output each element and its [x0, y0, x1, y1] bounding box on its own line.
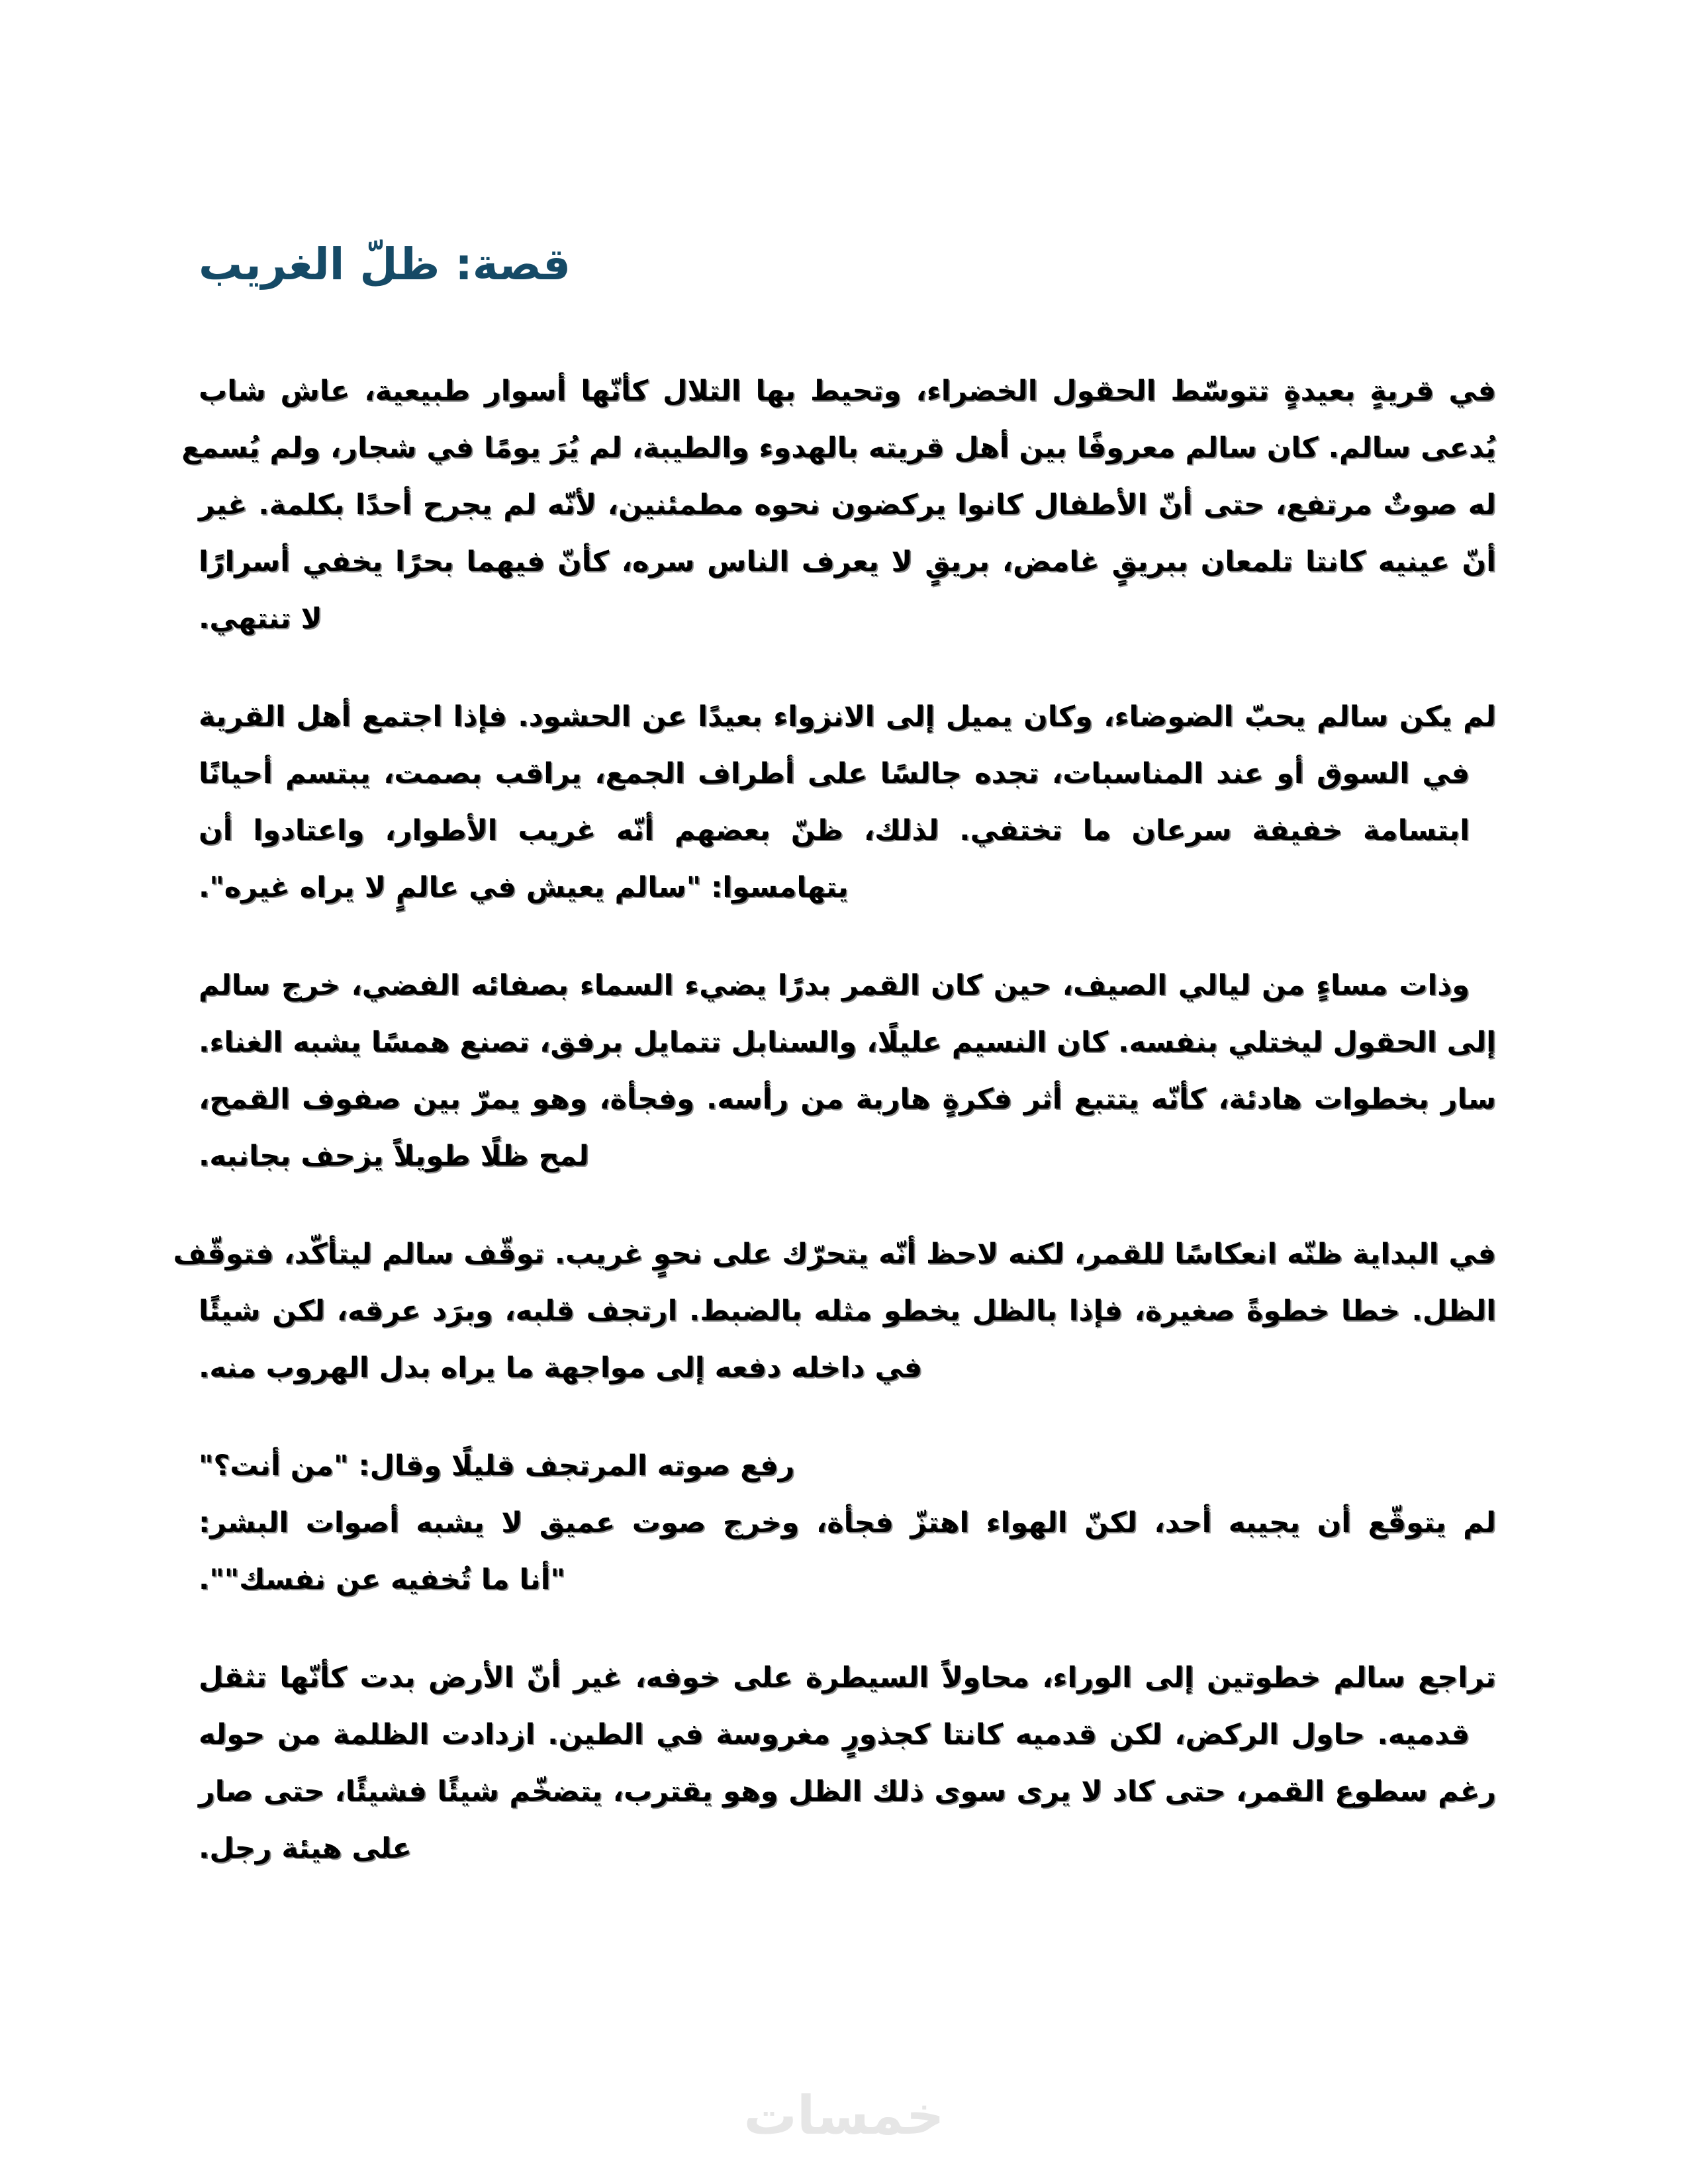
paragraph-line: أنّ عينيه كانتا تلمعان ببريقٍ غامض، بريقٍ لا يعرف الناس سره، كأنّ فيهما بحرًا يخفي أسرارًا	[199, 545, 1496, 578]
paragraph-line: رفع صوته المرتجف قليلًا وقال: "من أنت؟"	[199, 1449, 795, 1482]
paragraph-line: رغم سطوع القمر، حتى كاد لا يرى سوى ذلك الظل وهو يقترب، يتضخّم شيئًا فشيئًا، حتى صار	[199, 1775, 1496, 1808]
paragraph-line: لم يتوقّع أن يجيبه أحد، لكنّ الهواء اهتزّ فجأة، وخرج صوت عميق لا يشبه أصوات البشر:	[199, 1506, 1496, 1539]
paragraph-line: تراجع سالم خطوتين إلى الوراء، محاولاً السيطرة على خوفه، غير أنّ الأرض بدت كأنّها تثقل	[199, 1661, 1496, 1694]
paragraph-line: قدميه. حاول الركض، لكن قدميه كانتا كجذورٍ مغروسة في الطين. ازدادت الظلمة من حوله	[199, 1718, 1470, 1751]
paragraph-line: له صوتٌ مرتفع، حتى أنّ الأطفال كانوا يركضون نحوه مطمئنين، لأنّه لم يجرح أحدًا بكلمة. غير	[199, 488, 1496, 522]
paragraph-line: سار بخطوات هادئة، كأنّه يتتبع أثر فكرةٍ هاربة من رأسه. وفجأة، وهو يمرّ بين صفوف القمح،	[199, 1083, 1496, 1116]
paragraph-2	[199, 688, 1496, 916]
paragraph-line: يُدعى سالم. كان سالم معروفًا بين أهل قريته بالهدوء والطيبة، لم يُرَ يومًا في شجار، ولم يُسمع	[181, 432, 1496, 465]
story-body	[173, 363, 1496, 1918]
paragraph-6	[199, 1649, 1496, 1877]
paragraph-line: على هيئة رجل.	[199, 1832, 412, 1865]
paragraph-1	[181, 363, 1496, 647]
story-title	[199, 232, 1496, 298]
paragraph-line: في السوق أو عند المناسبات، تجده جالسًا على أطراف الجمع، يراقب بصمت، يبتسم أحيانًا	[199, 757, 1470, 790]
story-title-text: قصة: ظلّ الغريب	[199, 239, 571, 290]
paragraph-line: لم يكن سالم يحبّ الضوضاء، وكان يميل إلى الانزواء بعيدًا عن الحشود. فإذا اجتمع أهل القرية	[199, 700, 1496, 733]
paragraph-line: الظل. خطا خطوةً صغيرة، فإذا بالظل يخطو مثله بالضبط. ارتجف قلبه، وبرَد عرقه، لكن شيئًا	[199, 1295, 1496, 1328]
paragraph-3	[199, 957, 1496, 1185]
paragraph-line: "أنا ما تُخفيه عن نفسك"".	[199, 1563, 565, 1596]
khamsat-watermark-logo: خمسات	[743, 2085, 945, 2146]
paragraph-line: إلى الحقول ليختلي بنفسه. كان النسيم عليلًا، والسنابل تتمايل برفق، تصنع همسًا يشبه الغناء.	[199, 1026, 1496, 1059]
paragraph-line: وذات مساءٍ من ليالي الصيف، حين كان القمر بدرًا يضيء السماء بصفائه الفضي، خرج سالم	[199, 969, 1470, 1002]
paragraph-line: لمح ظلًا طويلاً يزحف بجانبه.	[199, 1140, 589, 1173]
paragraph-line: ابتسامة خفيفة سرعان ما تختفي. لذلك، ظنّ بعضهم أنّه غريب الأطوار، واعتادوا أن	[199, 814, 1470, 847]
paragraph-line: في البداية ظنّه انعكاسًا للقمر، لكنه لاحظ أنّه يتحرّك على نحوٍ غريب. توقّف سالم ليتأكّد، فتوقّف	[173, 1238, 1496, 1271]
paragraph-line: لا تنتهي.	[199, 602, 322, 635]
paragraph-line: في قريةٍ بعيدةٍ تتوسّط الحقول الخضراء، وتحيط بها التلال كأنّها أسوار طبيعية، عاش شاب	[199, 375, 1496, 408]
paragraph-5	[199, 1437, 1496, 1608]
paragraph-line: في داخله دفعه إلى مواجهة ما يراه بدل الهروب منه.	[199, 1351, 923, 1385]
paragraph-4	[173, 1226, 1496, 1396]
paragraph-line: يتهامسوا: "سالم يعيش في عالمٍ لا يراه غيره".	[199, 871, 849, 904]
